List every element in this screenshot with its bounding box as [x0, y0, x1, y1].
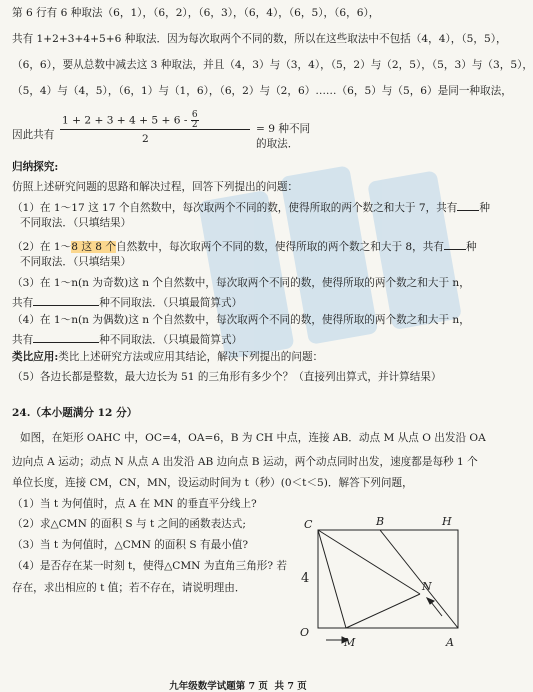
- answer-blank[interactable]: [33, 331, 99, 343]
- fraction-bar: [60, 129, 250, 130]
- text-line: 共有 1+2+3+4+5+6 种取法．因为每次取两个不同的数，所以在这些取法中不包括（4，4），（5，5），: [12, 33, 507, 45]
- text-line: （5，4）与（4，5），（6，1）与（1，6），（6，2）与（2，6）……（6，5）与（5，6）是同一种取法，: [12, 85, 512, 97]
- fraction-expression: [12, 111, 312, 155]
- question-1: （1）在 1～17 这 17 个自然数中，每次取两个不同的数，使得所取的两个数之和大于 7，共有 种: [12, 199, 466, 216]
- point-label-A: A: [446, 636, 454, 649]
- page-footer: 九年级数学试题第 7 页 共 7 页: [169, 681, 307, 692]
- question-2: （2）在 1～8 这 8 个自然数中，每次取两个不同的数，使得所取的两个数之和大于 8，共有 种: [12, 238, 466, 255]
- text-line: 边向点 A 运动；动点 N 从点 A 出发沿 AB 边向点 B 运动，两个动点同时出发，速度都是每秒 1 个: [12, 456, 478, 468]
- rectangle-figure: [296, 512, 468, 662]
- text-line: 单位长度，连接 CM，CN，MN，设运动时间为 t（秒）(0＜t＜5)．解答下列问题，: [12, 477, 413, 489]
- answer-blank[interactable]: [444, 238, 466, 250]
- inner-fraction: $\frac{6}{2}$: [191, 110, 198, 130]
- answer-blank[interactable]: [33, 294, 99, 306]
- point-label-M: M: [344, 636, 356, 649]
- question-24-2: （2）求△CMN 的面积 S 与 t 之间的函数表达式;: [12, 518, 246, 530]
- question-4: （4）在 1～n(n 为偶数)这 n 个自然数中，每次取两个不同的数，使得所取的两个数之和大于 n，: [12, 314, 470, 326]
- text-line: 仿照上述研究问题的思路和解决过程，回答下列提出的问题：: [12, 181, 299, 193]
- text-line: （6，6），要从总数中减去这 3 种取法，并且（4，3）与（3，4），（5，2）与（2，5），（5，3）与（3，5），: [12, 59, 533, 71]
- point-label-H: H: [442, 515, 452, 528]
- arrow-AN: [431, 602, 442, 616]
- point-label-C: C: [304, 518, 313, 531]
- side-length-label: 4: [301, 571, 310, 586]
- question-5: （5）各边长都是整数，最大边长为 51 的三角形有多少个？（直接列出算式，并计算结果）: [12, 371, 442, 383]
- question-24-3: （3）当 t 为何值时，△CMN 的面积 S 有最小值?: [12, 539, 249, 551]
- text-line: 存在，求出相应的 t 值；若不存在，请说明理由．: [12, 582, 246, 594]
- arrowhead-AN: [427, 598, 434, 604]
- text-line: 不同取法．（只填结果）: [20, 217, 132, 229]
- segment-MN: [346, 594, 420, 628]
- question-3-answer: 共有 种不同取法．（只填最简算式）: [12, 294, 466, 311]
- segment-AB: [380, 530, 458, 628]
- text-line: 不同取法．（只填结果）: [20, 256, 132, 268]
- question-24-1: （1）当 t 为何值时，点 A 在 MN 的垂直平分线上?: [12, 498, 257, 510]
- text-line: 如图，在矩形 OAHC 中，OC=4，OA=6，B 为 CH 中点，连接 AB．动点 M 从点 O 出发沿 OA: [20, 432, 486, 444]
- answer-blank[interactable]: [457, 199, 479, 211]
- fraction-lead: 因此共有: [12, 129, 55, 141]
- rectangle-OAHC: [318, 530, 458, 628]
- section-heading: 归纳探究:: [12, 161, 59, 173]
- point-label-O: O: [300, 626, 310, 639]
- text-line: 第 6 行有 6 种取法（6，1），（6，2），（6，3），（6，4），（6，5），（6，6），: [12, 7, 380, 19]
- question-3: （3）在 1～n(n 为奇数)这 n 个自然数中，每次取两个不同的数，使得所取的两个数之和大于 n，: [12, 277, 470, 289]
- point-label-B: B: [376, 515, 385, 528]
- analogy-line: 类比应用:类比上述研究方法或应用其结论，解决下列提出的问题：: [12, 351, 324, 363]
- problem-title: 24.（本小题满分 12 分）: [12, 407, 138, 419]
- fraction-denominator: 2: [142, 133, 149, 145]
- fraction-numerator: 1 + 2 + 3 + 4 + 5 + 6 - $\frac{6}{2}$: [62, 110, 198, 130]
- point-label-N: N: [422, 580, 432, 593]
- question-24-4: （4）是否存在某一时刻 t，使得△CMN 为直角三角形? 若: [12, 560, 288, 572]
- fraction-result: = 9 种不同的取法．: [256, 123, 311, 150]
- question-4-answer: 共有 种不同取法．（只填最简算式）: [12, 331, 466, 348]
